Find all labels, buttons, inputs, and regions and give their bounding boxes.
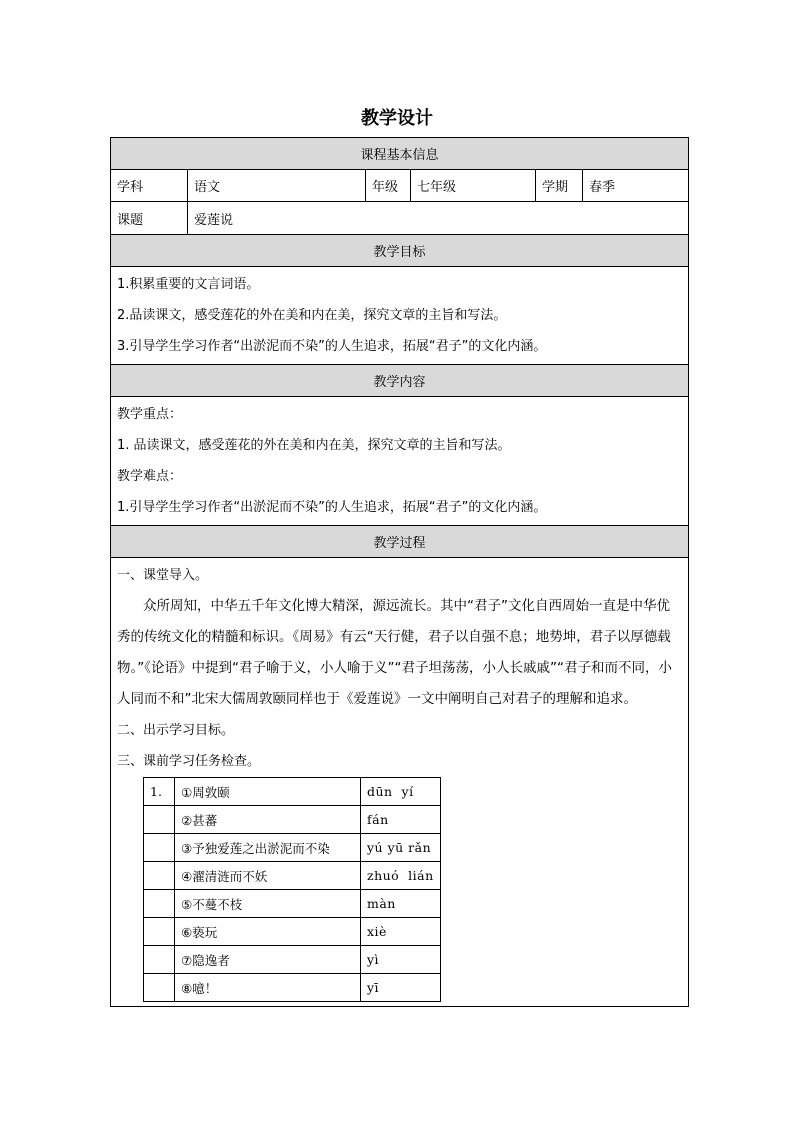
- key-point-item: 1. 品读课文，感受莲花的外在美和内在美，探究文章的主旨和写法。: [117, 438, 511, 453]
- section-header-process: 教学过程: [111, 526, 689, 558]
- pinyin-reading: fán: [361, 806, 441, 834]
- pinyin-reading: màn: [361, 890, 441, 918]
- pinyin-reading: yī: [361, 974, 441, 1002]
- pinyin-word: ①周敦颐: [175, 778, 361, 806]
- goal-item-2: 2.品读课文，感受莲花的外在美和内在美，探究文章的主旨和写法。: [117, 308, 507, 323]
- pinyin-word: ③予独爱莲之出淤泥而不染: [175, 834, 361, 862]
- section-header-goals: 教学目标: [111, 235, 689, 267]
- pinyin-row: [144, 778, 441, 806]
- pinyin-word: ⑤不蔓不枝: [175, 890, 361, 918]
- content-cell: [111, 397, 689, 526]
- pinyin-reading: dūn yí: [361, 778, 441, 806]
- pinyin-reading: zhuó lián: [361, 862, 441, 890]
- difficult-points-label: 教学难点：: [117, 469, 183, 484]
- grade-value: 七年级: [411, 170, 536, 202]
- difficult-point-item: 1.引导学生学习作者“出淤泥而不染”的人生追求，拓展“君子”的文化内涵。: [117, 500, 547, 515]
- key-points-label: 教学重点：: [117, 407, 183, 422]
- process-cell: [111, 558, 689, 1007]
- pinyin-word: ④濯清涟而不妖: [175, 862, 361, 890]
- pinyin-row: [144, 974, 441, 1002]
- pinyin-list: [143, 777, 441, 1002]
- step-2-heading: 二、出示学习目标。: [117, 723, 235, 738]
- pinyin-reading: xiè: [361, 918, 441, 946]
- goal-item-1: 1.积累重要的文言词语。: [117, 277, 260, 292]
- step-3-heading: 三、课前学习任务检查。: [117, 754, 261, 769]
- pinyin-row: [144, 918, 441, 946]
- pinyin-list-number: 1.: [144, 778, 175, 806]
- topic-label: 课题: [111, 202, 188, 235]
- pinyin-word: ②甚蕃: [175, 806, 361, 834]
- pinyin-row: [144, 946, 441, 974]
- pinyin-row: [144, 834, 441, 862]
- subject-label: 学科: [111, 170, 188, 202]
- pinyin-row: [144, 890, 441, 918]
- section-header-content: 教学内容: [111, 365, 689, 397]
- section-header-basic-info: 课程基本信息: [111, 138, 689, 170]
- topic-value: 爱莲说: [188, 202, 689, 235]
- subject-value: 语文: [188, 170, 366, 202]
- lesson-plan-table: [110, 137, 689, 1007]
- pinyin-word: ⑥亵玩: [175, 918, 361, 946]
- pinyin-word: ⑧噫！: [175, 974, 361, 1002]
- pinyin-row: [144, 862, 441, 890]
- grade-label: 年级: [366, 170, 411, 202]
- term-label: 学期: [536, 170, 583, 202]
- goal-item-3: 3.引导学生学习作者“出淤泥而不染”的人生追求，拓展“君子”的文化内涵。: [117, 339, 547, 354]
- document-title: 教学设计: [361, 108, 433, 129]
- pinyin-row: [144, 806, 441, 834]
- step-1-heading: 一、课堂导入。: [117, 568, 209, 583]
- term-value: 春季: [583, 170, 689, 202]
- intro-paragraph: 众所周知，中华五千年文化博大精深，源远流长。其中“君子”文化自西周始一直是中华优秀的传统文化的精髓和标识。《周易》有云“天行健，君子以自强不息；地势坤，君子以厚德载物。”《论语》中提到“君子喻于义，小人喻于义”“君子坦荡荡，小人长戚戚”“君子和而不同，小人同而不和”北宋大儒周敦颐同样也于《爱莲说》一文中阐明自己对君子的理解和追求。: [117, 598, 672, 707]
- goals-cell: [111, 267, 689, 365]
- pinyin-reading: yì: [361, 946, 441, 974]
- pinyin-word: ⑦隐逸者: [175, 946, 361, 974]
- pinyin-reading: yú yū rǎn: [361, 834, 441, 862]
